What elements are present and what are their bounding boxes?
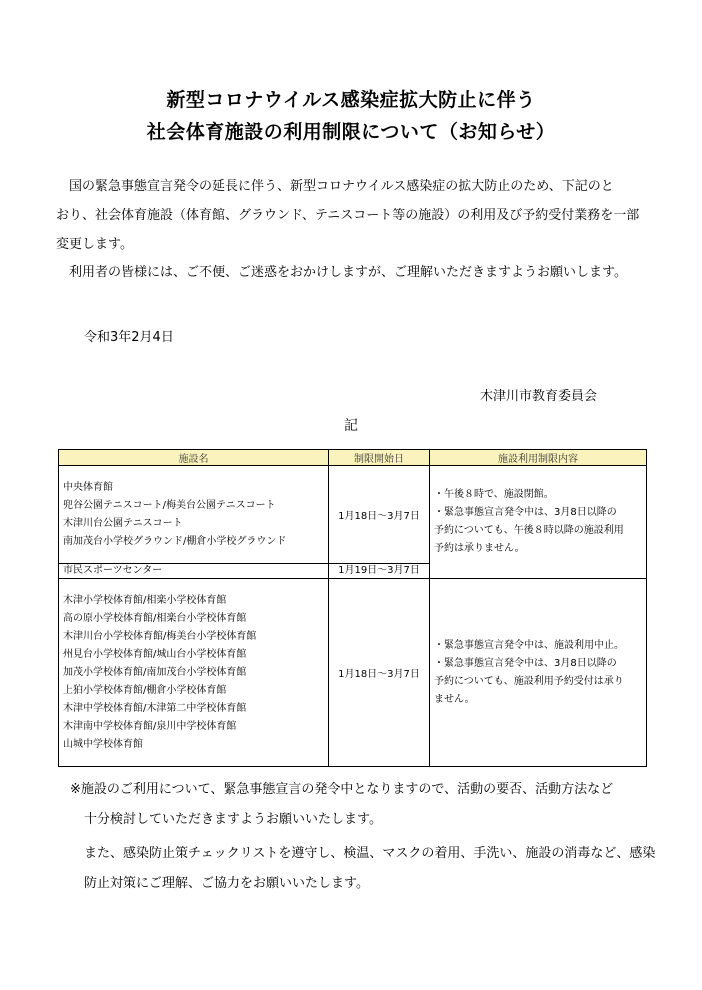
facility-names-cell	[59, 466, 329, 564]
facility-name: 木津川台小学校体育館/梅美台小学校体育館	[63, 630, 257, 642]
note-line-3: また、感染防止策チェックリストを遵守し、検温、マスクの着用、手洗い、施設の消毒など、感染	[84, 846, 656, 861]
restriction-line: 予約についても、午後８時以降の施設利用	[434, 525, 624, 536]
facility-name: 木津中学校体育館/木津第二中学校体育館	[63, 702, 247, 714]
restriction-line: 予約は承りません。	[434, 543, 525, 554]
note-line-1: ※施設のご利用について、緊急事態宣言の発令中となりますので、活動の要否、活動方法など	[70, 782, 614, 797]
page-title-line2: 社会体育施設の利用制限について（お知らせ）	[146, 121, 556, 143]
page-title-line1: 新型コロナウイルス感染症拡大防止に伴う	[166, 89, 536, 111]
facility-name: 山城中学校体育館	[63, 738, 143, 750]
restriction-line: ません。	[434, 693, 475, 705]
facility-name: 加茂小学校体育館/南加茂台小学校体育館	[63, 666, 247, 678]
table-row	[59, 466, 647, 564]
issuer-name: 木津川市教育委員会	[480, 389, 598, 404]
ki-heading: 記	[344, 418, 358, 434]
table-row	[59, 579, 647, 767]
facility-name: 木津南中学校体育館/泉川中学校体育館	[63, 720, 237, 732]
header-start-date: 制限開始日	[329, 450, 430, 466]
facility-name: 木津小学校体育館/相楽小学校体育館	[63, 594, 227, 606]
intro-line-4: 利用者の皆様には、ご不便、ご迷惑をおかけしますが、ご理解いただきますようお願いします。	[56, 265, 627, 280]
issue-date: 令和3年2月4日	[84, 330, 174, 345]
facility-name: 木津川台公園テニスコート	[63, 517, 183, 529]
facility-name: 兜谷公園テニスコート/梅美台公園テニスコート	[63, 499, 276, 511]
restriction-detail-cell	[430, 466, 647, 579]
intro-line-1: 国の緊急事態宣言発令の延長に伴う、新型コロナウイルス感染症の拡大防止のため、下記のと	[56, 179, 614, 194]
note-line-4: 防止対策にご理解、ご協力をお願いいたします。	[84, 876, 369, 891]
facility-name: 中央体育館	[63, 481, 113, 493]
intro-paragraph	[56, 176, 639, 283]
facility-name: 上狛小学校体育館/棚倉小学校体育館	[63, 684, 227, 696]
restriction-line: ・緊急事態宣言発令中は、施設利用中止。	[434, 639, 624, 651]
restriction-line: 予約についても、施設利用予約受付は承り	[434, 675, 624, 687]
facility-name: 南加茂台小学校グラウンド/棚倉小学校グラウンド	[63, 535, 287, 547]
restriction-line: ・午後８時で、施設閉館。	[434, 489, 554, 500]
header-restriction-details: 施設利用制限内容	[430, 450, 647, 466]
facility-name: 州見台小学校体育館/城山台小学校体育館	[63, 648, 247, 660]
table-header-row	[59, 450, 647, 466]
note-line-2: 十分検討していただきますようお願いいたします。	[84, 812, 382, 827]
restriction-detail-cell	[430, 579, 647, 767]
facility-name: 高の原小学校体育館/相楽台小学校体育館	[63, 612, 247, 624]
restriction-line: ・緊急事態宣言発令中は、3月8日以降の	[434, 507, 617, 518]
intro-line-3: 変更します。	[56, 237, 133, 252]
intro-line-2: おり、社会体育施設（体育館、グラウンド、テニスコート等の施設）の利用及び予約受付業務を一部	[56, 208, 640, 223]
facility-names-cell	[59, 579, 329, 767]
facility-name: 市民スポーツセンター	[59, 564, 329, 579]
header-facility-name: 施設名	[59, 450, 329, 466]
restriction-line: ・緊急事態宣言発令中は、3月8日以降の	[434, 657, 617, 669]
start-period-cell: 1月18日～3月7日	[329, 579, 430, 767]
facility-restriction-table	[58, 449, 647, 767]
start-period-cell: 1月18日～3月7日	[329, 466, 430, 564]
start-period-cell: 1月19日～3月7日	[329, 564, 430, 579]
